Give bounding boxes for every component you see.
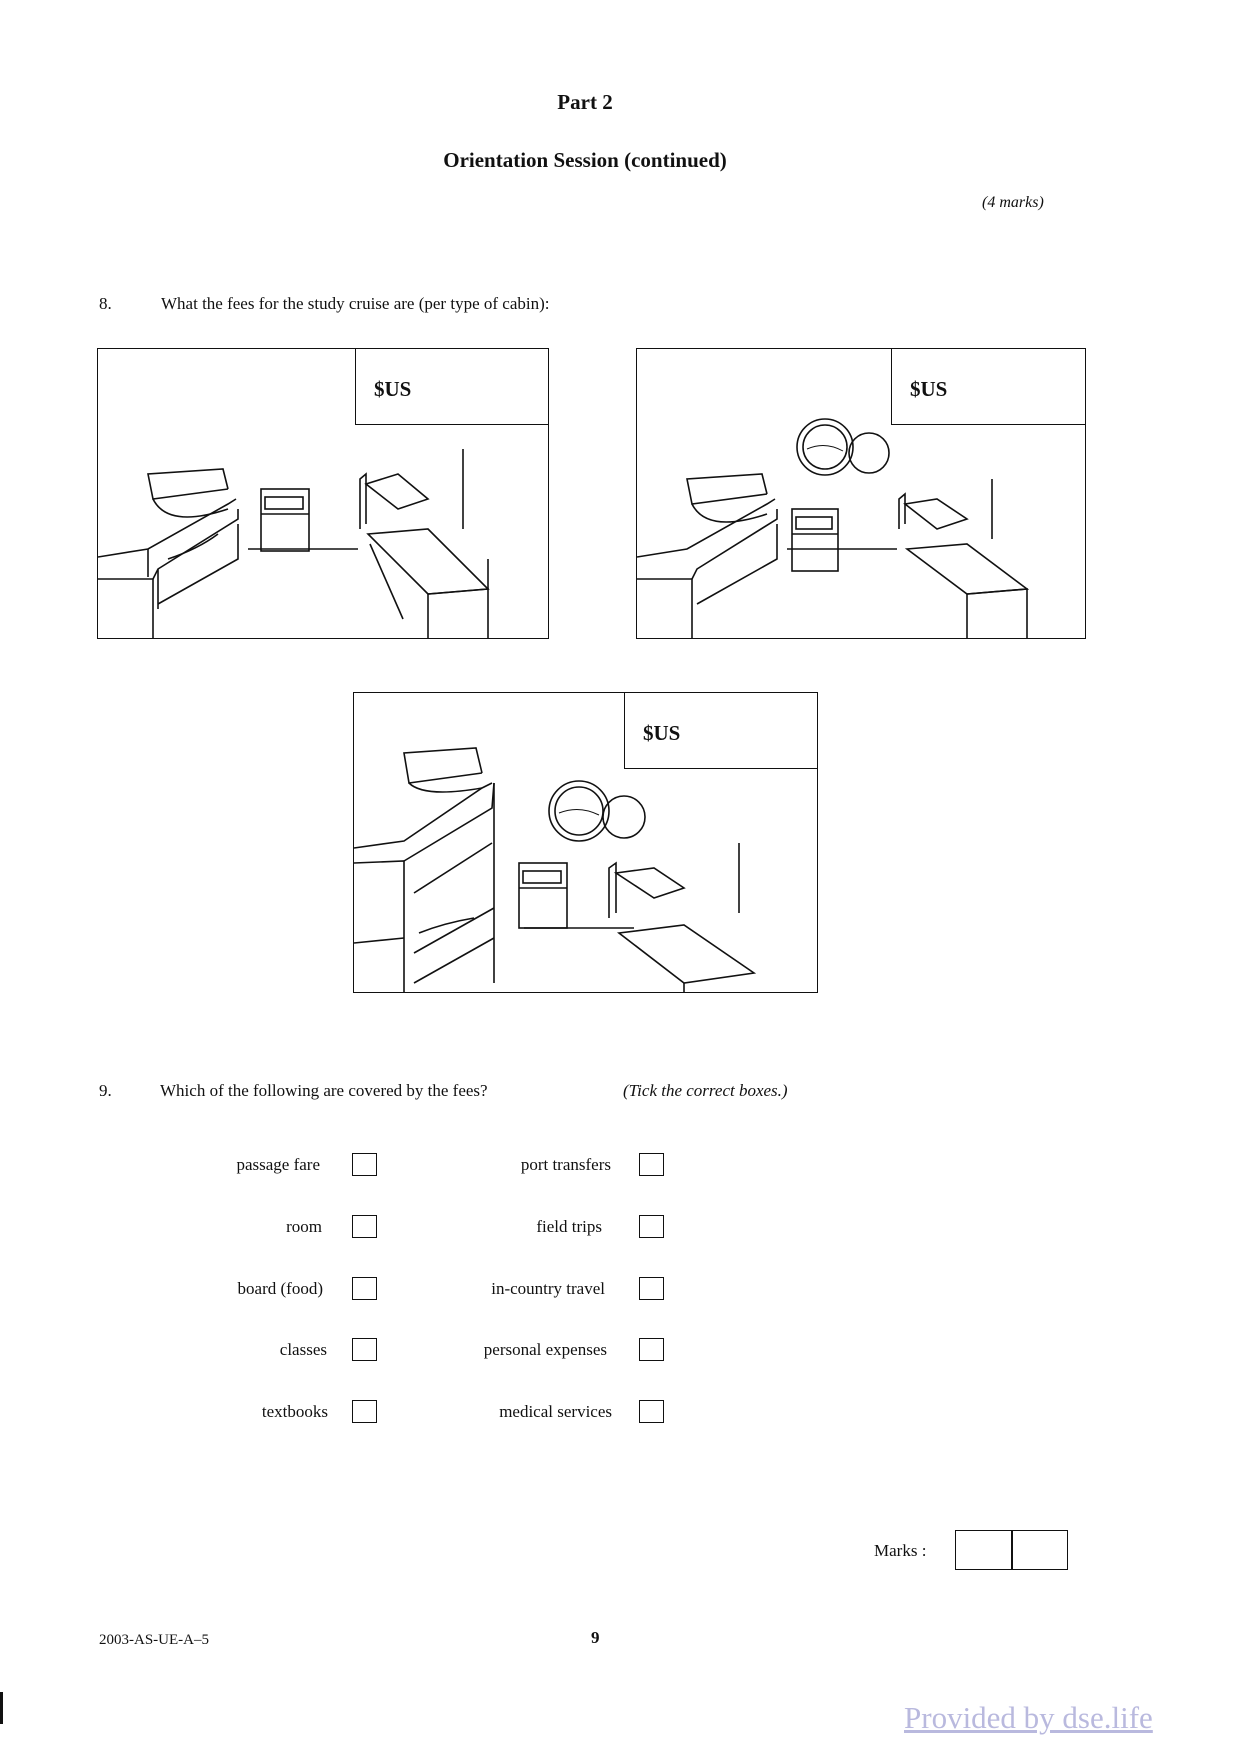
marks-box-left[interactable] [955, 1530, 1013, 1570]
price-field-triple[interactable] [624, 693, 818, 769]
option-classes-checkbox[interactable] [352, 1338, 377, 1361]
marks-label: Marks : [874, 1541, 927, 1560]
q9-instruction: (Tick the correct boxes.) [623, 1081, 788, 1100]
option-field-trips-label: field trips [536, 1217, 602, 1236]
price-label: $US [374, 377, 412, 401]
cabin-picture-twin-porthole [636, 348, 1086, 639]
option-passage-fare-checkbox[interactable] [352, 1153, 377, 1176]
cabin-picture-twin [97, 348, 549, 639]
option-textbooks-checkbox[interactable] [352, 1400, 377, 1423]
section-title: Orientation Session (continued) [443, 148, 727, 172]
option-medical-services-label: medical services [499, 1402, 612, 1421]
option-port-transfers-label: port transfers [520, 1155, 611, 1174]
q9-number: 9. [99, 1081, 112, 1100]
price-field-twin-porthole[interactable] [891, 349, 1086, 425]
q9-text: Which of the following are covered by the fees? [160, 1081, 488, 1100]
option-in-country-travel-label: in-country travel [491, 1279, 605, 1298]
option-field-trips-checkbox[interactable] [639, 1215, 664, 1238]
watermark-link[interactable]: Provided by dse.life [904, 1700, 1153, 1735]
option-port-transfers-checkbox[interactable] [639, 1153, 664, 1176]
option-board-checkbox[interactable] [352, 1277, 377, 1300]
option-room-label: room [286, 1217, 322, 1236]
option-passage-fare-label: passage fare [236, 1155, 320, 1174]
price-label: $US [910, 377, 948, 401]
margin-mark [0, 1692, 3, 1724]
marks-note: (4 marks) [982, 194, 1044, 211]
option-personal-expenses-label: personal expenses [483, 1340, 607, 1359]
option-classes-label: classes [279, 1340, 327, 1359]
option-textbooks-label: textbooks [261, 1402, 328, 1421]
option-board-label: board (food) [237, 1279, 323, 1298]
option-room-checkbox[interactable] [352, 1215, 377, 1238]
option-in-country-travel-checkbox[interactable] [639, 1277, 664, 1300]
cabin-picture-triple [353, 692, 818, 993]
marks-box-right[interactable] [1011, 1530, 1068, 1570]
price-field-twin[interactable] [355, 349, 549, 425]
part-heading: Part 2 [557, 90, 613, 114]
q8-text: What the fees for the study cruise are (per type of cabin): [161, 294, 550, 313]
price-label: $US [643, 721, 681, 745]
option-personal-expenses-checkbox[interactable] [639, 1338, 664, 1361]
option-medical-services-checkbox[interactable] [639, 1400, 664, 1423]
q8-number: 8. [99, 294, 112, 313]
paper-code: 2003-AS-UE-A–5 [99, 1632, 209, 1648]
page-number: 9 [591, 1628, 600, 1647]
